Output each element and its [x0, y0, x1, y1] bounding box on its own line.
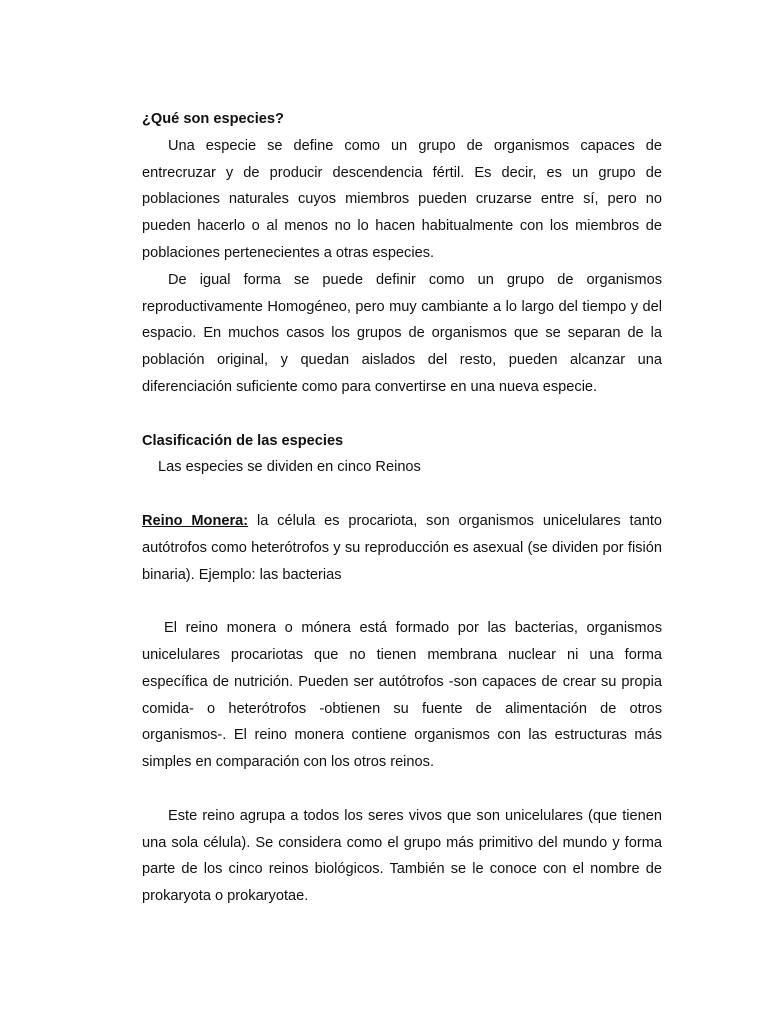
- spacer: [142, 481, 662, 508]
- paragraph-monera-unicelulares: Este reino agrupa a todos los seres vivos que son unicelulares (que tienen una sola célula). Se considera como el grupo más primitivo del mundo y forma parte de los cinco reinos biológicos. También se le conoce con el nombre de prokaryota o prokaryotae.: [142, 807, 662, 905]
- spacer: [142, 588, 662, 615]
- heading-clasificacion: Clasificación de las especies: [142, 432, 344, 449]
- spacer: [142, 776, 662, 803]
- paragraph-cinco-reinos: Las especies se dividen en cinco Reinos: [158, 459, 421, 476]
- heading-que-son-especies: ¿Qué son especies?: [142, 111, 284, 127]
- document-page: [142, 106, 662, 910]
- paragraph-definicion-alternativa: De igual forma se puede definir como un grupo de organismos reproductivamente Homogéneo, pero muy cambiante a lo largo del tiempo y del espacio. En muchos casos los grupos de organismos que se separan de la población original, y quedan aislados del resto, pueden alcanzar una diferenciación suficiente como para convertirse en una nueva especie.: [142, 271, 662, 395]
- paragraph-reino-monera: [142, 508, 662, 588]
- reino-monera-description: la célula es procariota, son organismos unicelulares tanto autótrofos como heterótrofos y su reproducción es asexual (se dividen por fisión binaria). Ejemplo: las bacterias: [142, 512, 662, 583]
- paragraph-monera-bacterias: El reino monera o mónera está formado por las bacterias, organismos unicelulares procariotas que no tienen membrana nuclear ni una forma específica de nutrición. Pueden ser autótrofos -son capaces de crear su propia comida- o heterótrofos -obtienen su fuente de alimentación de otros organismos-. El reino monera contiene organismos con las estructuras más simples en comparación con los otros reinos.: [142, 620, 662, 771]
- paragraph-definicion-especie: Una especie se define como un grupo de organismos capaces de entrecruzar y de producir descendencia fértil. Es decir, es un grupo de poblaciones naturales cuyos miembros pueden cruzarse entre sí, pero no pueden hacerlo o al menos no lo hacen habitualmente con los miembros de poblaciones pertenecientes a otras especies.: [142, 137, 662, 261]
- spacer: [142, 401, 662, 428]
- reino-monera-label: Reino Monera:: [142, 512, 249, 529]
